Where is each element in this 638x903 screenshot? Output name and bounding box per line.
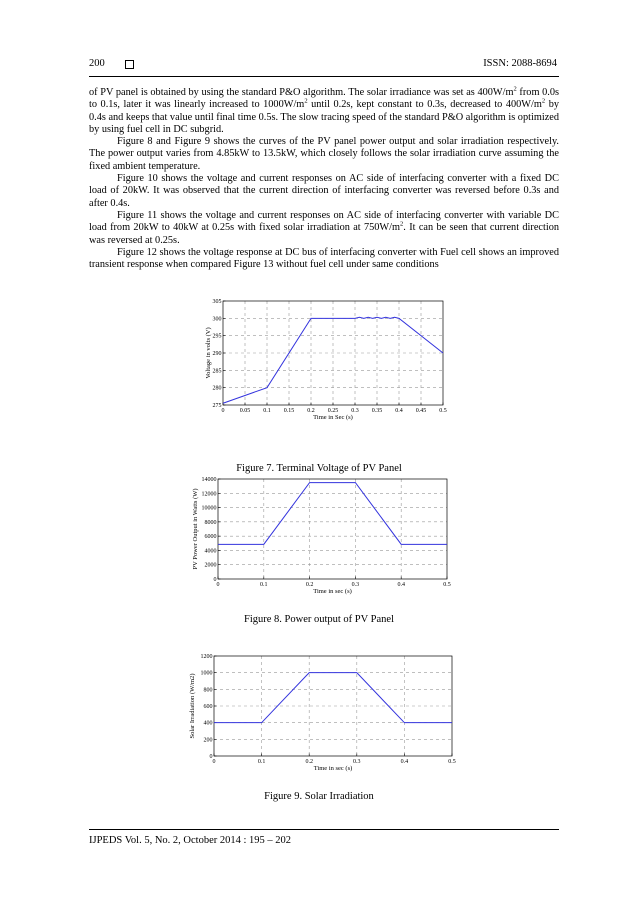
paragraph-1: of PV panel is obtained by using the standard P&O algorithm. The solar irradiance was set as $400W/m^2$ from 0.0s to 0.1s, later it was linearly increased to $1000W/m^2$ until 0.2s, kept constant to 0.3s, decreased to $400W/m^2$ by 0.4s and keeps that value until final time 0.5s. The slow tracing speed of the standard P&O algorithm is optimized by using fuel cell in DC subgrid. [89,85,560,135]
y-tick-label: 6000 [204,534,217,541]
y-tick-label: 200 [203,737,213,744]
x-tick-label: 0.1 [263,408,271,414]
x-tick-label: 0.2 [307,408,315,414]
footer-rule [89,829,559,830]
x-axis-label: Time in Sec (s) [313,414,353,421]
y-axis-label: PV Power Output in Watts (W) [192,488,199,570]
y-tick-label: 12000 [201,491,217,498]
y-tick-label: 295 [212,333,222,340]
y-tick-label: 1200 [200,654,213,660]
x-tick-label: 0.4 [397,582,405,588]
y-tick-label: 0 [209,754,213,760]
y-tick-label: 290 [212,351,222,357]
x-tick-label: 0.2 [305,582,314,588]
y-tick-label: 300 [212,316,222,323]
x-tick-label: 0 [212,759,216,765]
x-axis-label: Time in sec (s) [313,588,352,595]
x-tick-label: 0.3 [351,582,360,588]
issn: ISSN: 2088-8694 [483,58,557,69]
x-tick-label: 0 [221,408,225,414]
paragraph-2: Figure 8 and Figure 9 shows the curves of the PV panel power output and solar irradiation respectively. The power output varies from 4.85kW to 13.5kW, which closely follows the solar irradiation curve assuming the fixed ambient temperature. [89,136,559,172]
figure-7-caption: Figure 7. Terminal Voltage of PV Panel [236,463,402,474]
y-tick-label: 0 [213,577,217,583]
page-number: 200 [89,58,105,69]
series-line [214,673,452,723]
plot-frame [214,656,452,756]
x-tick-label: 0.1 [260,582,268,588]
x-tick-label: 0.45 [415,408,427,414]
x-tick-label: 0.3 [351,408,359,414]
figure-8-caption: Figure 8. Power output of PV Panel [243,614,394,625]
y-axis-label: Voltage in volts (V) [205,327,212,379]
footer-journal: IJPEDS Vol. 5, No. 2, October 2014 : 195 – 202 [89,835,292,846]
y-tick-label: 275 [212,403,222,409]
paragraph-3: Figure 10 shows the voltage and current responses on AC side of interfacing converter with a fixed DC load of 20kW. It was observed that the current direction of interfacing converter was reversed before 0.3s and after 0.4s. [89,173,559,209]
x-tick-label: 0.5 [443,582,451,588]
x-tick-label: 0 [216,582,220,588]
paragraph-5: Figure 12 shows the voltage response at DC bus of interfacing converter with Fuel cell shows an improved transient response when compared Figure 13 without fuel cell under same conditions [89,246,559,271]
x-tick-label: 0.25 [327,408,339,414]
y-tick-label: 600 [203,704,213,710]
y-tick-label: 2000 [204,562,217,569]
x-tick-label: 0.5 [439,408,447,414]
y-tick-label: 285 [212,368,222,375]
x-tick-label: 0.05 [239,408,251,414]
y-tick-label: 8000 [204,519,217,526]
y-tick-label: 400 [203,720,213,727]
y-tick-label: 14000 [201,477,217,483]
y-axis-label: Solar Irradiation (W/m2) [189,673,196,739]
paragraph-4: Figure 11 shows the voltage and current responses on AC side of interfacing converter with variable DC load from 20kW to 40kW at 0.25s with fixed solar irradiation at $750W/m^2$. It can be seen that current direction was reversed at 0.25s. [89,209,559,246]
x-axis-label: Time in sec (s) [313,765,353,772]
x-tick-label: 0.3 [353,759,361,765]
y-tick-label: 1000 [200,670,213,677]
x-tick-label: 0.4 [400,759,409,765]
y-tick-label: 800 [203,687,213,694]
x-tick-label: 0.4 [395,408,403,414]
y-tick-label: 4000 [204,548,217,555]
x-tick-label: 0.1 [257,759,266,765]
figure-9-caption: Figure 9. Solar Irradiation [264,791,374,802]
x-tick-label: 0.5 [448,759,456,765]
x-tick-label: 0.15 [283,408,295,414]
y-tick-label: 280 [212,385,222,392]
y-tick-label: 10000 [201,505,217,512]
y-tick-label: 305 [212,299,222,305]
x-tick-label: 0.35 [371,408,383,414]
x-tick-label: 0.2 [305,759,313,765]
